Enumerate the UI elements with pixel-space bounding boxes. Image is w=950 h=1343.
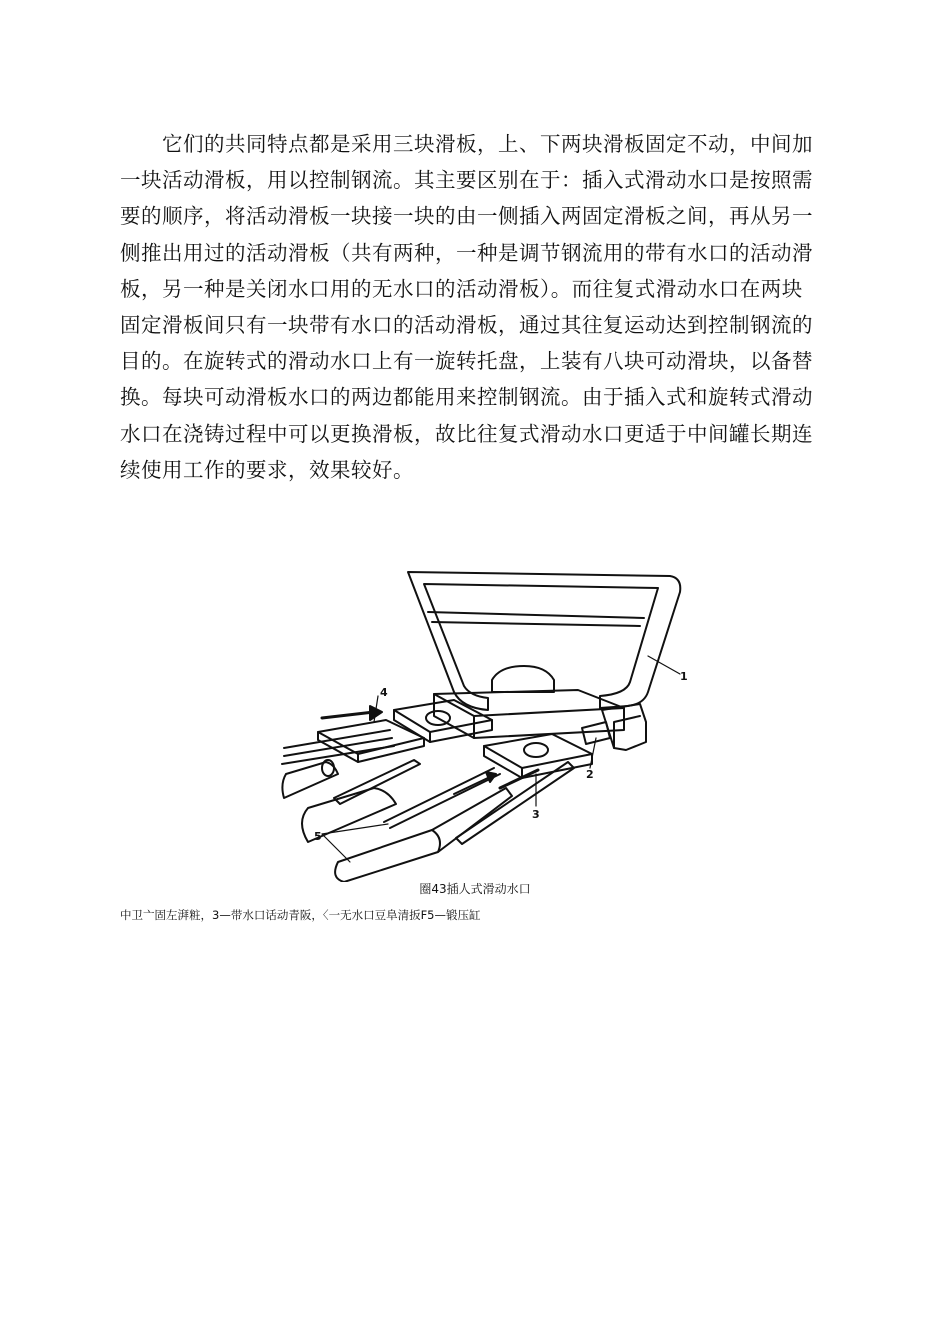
figure-caption: 圈43插人式滑动水口 xyxy=(419,882,531,896)
paragraph-line: 水口在浇铸过程中可以更换滑板，故比往复式滑动水口更适于中间罐长期连 xyxy=(120,421,813,446)
paragraph-line: 固定滑板间只有一块带有水口的活动滑板，通过其往复运动达到控制钢流的 xyxy=(120,313,813,338)
label-5: 5 xyxy=(314,830,322,843)
figure-legend: 中卫亠固左湃粧，3—带水口话动青阪，〈一无水口豆阜清扳F5—锻压缸 xyxy=(120,908,481,922)
paragraph-line: 侧推出用过的活动滑板（共有两种，一种是调节钢流用的带有水口的活动滑 xyxy=(120,240,813,265)
paragraph-line: 一块活动滑板，用以控制钢流。其主要区别在于：插入式滑动水口是按照需 xyxy=(120,168,813,193)
tundish-vessel xyxy=(408,572,680,710)
paragraph-line: 它们的共同特点都是采用三块滑板，上、下两块滑板固定不动，中间加 xyxy=(162,132,813,156)
paragraph-line: 换。每块可动滑板水口的两边都能用来控制钢流。由于插入式和旋转式滑动 xyxy=(120,385,813,410)
paragraph-line: 续使用工作的要求，效果较好。 xyxy=(120,457,414,482)
paragraph-line: 要的顺序，将活动滑板一块接一块的由一侧插入两固定滑板之间，再从另一 xyxy=(120,204,813,229)
label-2: 2 xyxy=(586,768,594,781)
label-4: 4 xyxy=(380,686,388,699)
fixed-plate-frame xyxy=(434,690,624,738)
paragraph-line: 板，另一种是关闭水口用的无水口的活动滑板）。而往复式滑动水口在两块 xyxy=(120,276,803,301)
sliding-nozzle-diagram xyxy=(278,562,690,882)
right-housing xyxy=(582,704,646,750)
sliding-nozzle-figure xyxy=(278,562,690,882)
hydraulic-cylinders xyxy=(282,760,512,882)
body-paragraph xyxy=(120,126,850,488)
paragraph-line: 目的。在旋转式的滑动水口上有一旋转托盘，上装有八块可动滑块，以备替 xyxy=(120,349,813,374)
label-3: 3 xyxy=(532,808,540,821)
guide-rails xyxy=(282,730,574,844)
label-1: 1 xyxy=(680,670,688,683)
